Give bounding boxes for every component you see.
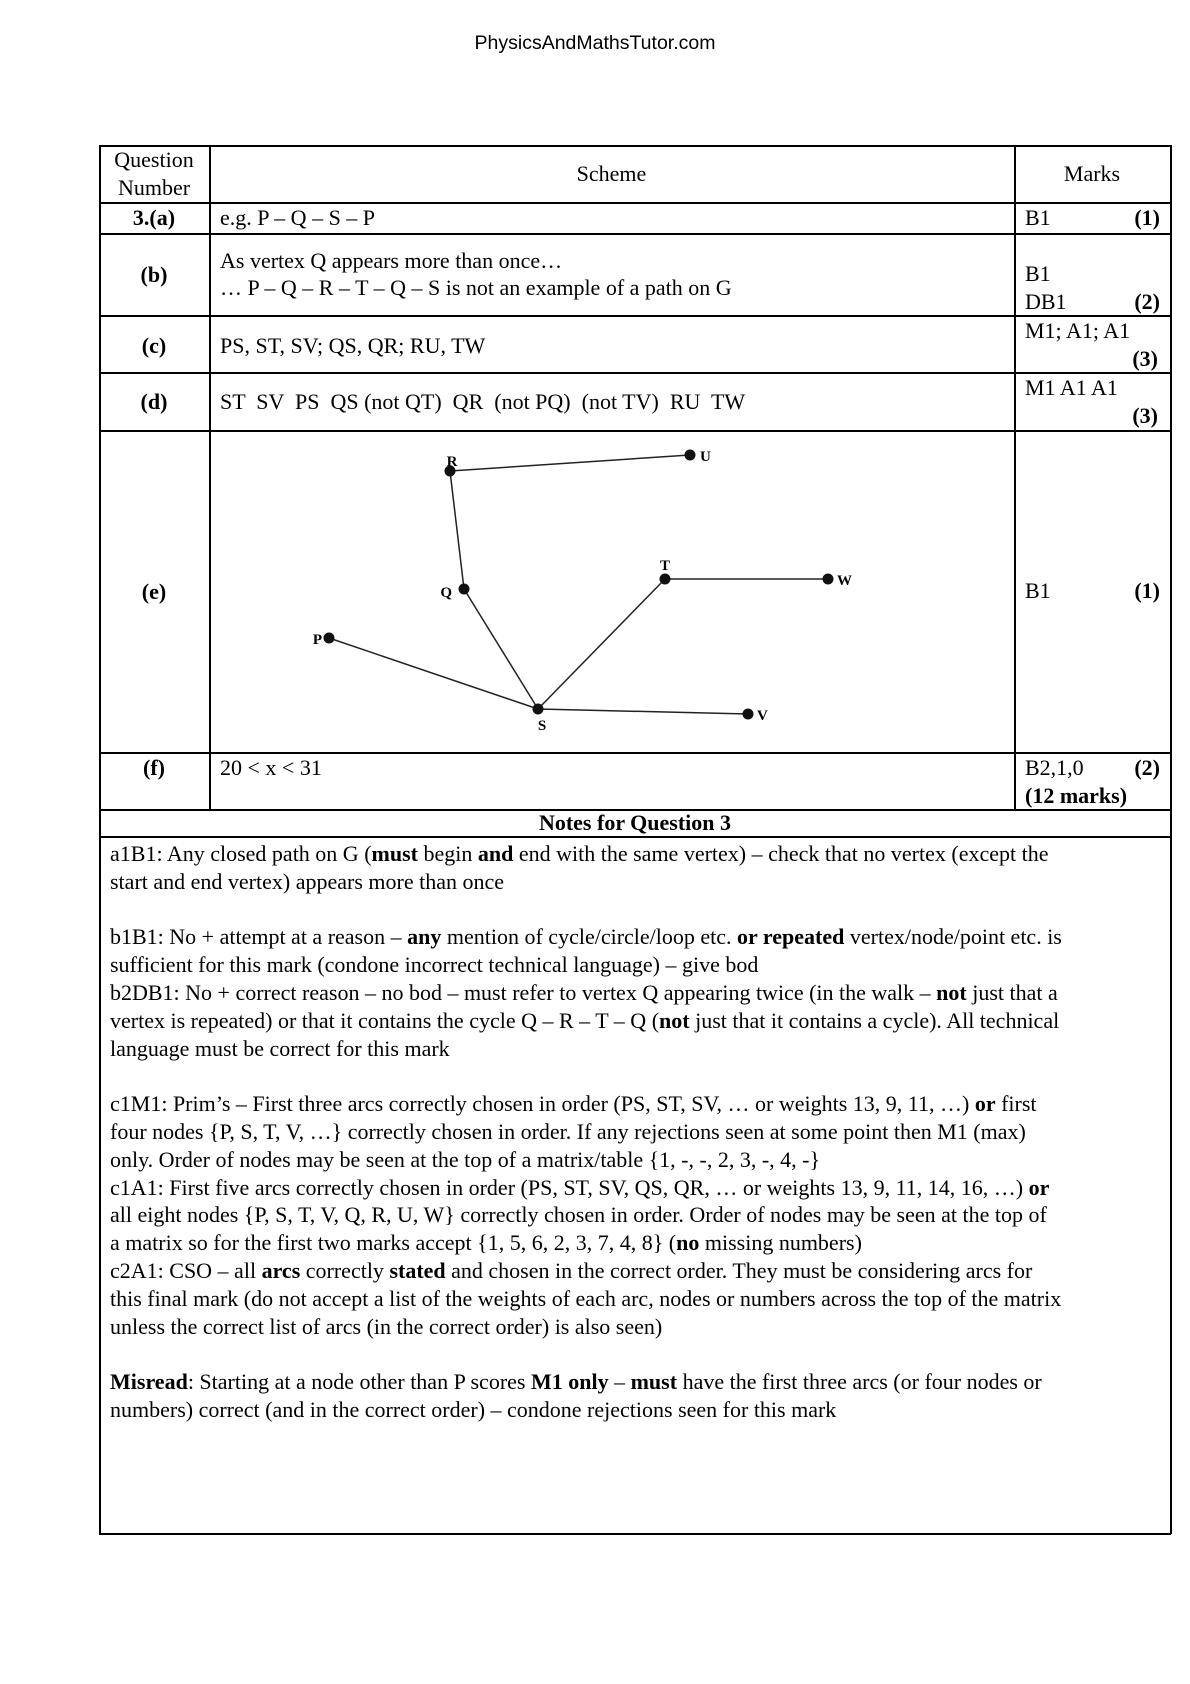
notes-text: unless the correct list of arcs (in the correct order) is also seen) — [110, 1313, 663, 1339]
node-W — [823, 574, 834, 585]
total-3a: (1) — [1134, 205, 1160, 230]
question-label-3c: (c) — [141, 333, 167, 358]
scheme-3f: 20 < x < 31 — [220, 755, 322, 780]
notes-line — [110, 1229, 1062, 1257]
notes-emphasis: no — [676, 1230, 700, 1256]
notes-text: correctly — [300, 1257, 390, 1283]
notes-text: and chosen in the correct order. They must be considering arcs for — [445, 1257, 1033, 1283]
notes-line — [110, 923, 1062, 951]
notes-title: Notes for Question 3 — [538, 810, 732, 835]
notes-text: have the first three arcs (or four nodes or — [677, 1369, 1042, 1395]
question-label-3b: (b) — [140, 262, 168, 287]
node-label-U: U — [700, 449, 711, 465]
question-label-3f: (f) — [143, 755, 165, 780]
notes-text: missing numbers) — [699, 1230, 862, 1256]
notes-text: just that it contains a cycle). All technical — [689, 1007, 1060, 1033]
notes-body — [110, 840, 1062, 1424]
marks-3b-line2: DB1 — [1025, 289, 1067, 314]
edge-QS — [464, 589, 538, 709]
node-P — [324, 633, 335, 644]
scheme-3b-line2: … P – Q – R – T – Q – S is not an example of a path on G — [220, 275, 732, 300]
notes-text: only. Order of nodes may be seen at the top of a matrix/table {1, -, -, 2, 3, -, 4, -} — [110, 1146, 821, 1172]
marks-3b-line1: B1 — [1025, 261, 1051, 286]
notes-text: b1B1: No + attempt at a reason – — [110, 924, 408, 950]
notes-emphasis: not — [659, 1007, 690, 1033]
node-V — [743, 709, 754, 720]
notes-text: first — [995, 1091, 1037, 1117]
notes-text: begin — [417, 841, 478, 866]
notes-emphasis: not — [936, 979, 967, 1005]
marks-3f: B2,1,0 — [1025, 755, 1084, 780]
notes-line — [110, 1007, 1062, 1035]
notes-text: c1A1: First five arcs correctly chosen in order (PS, ST, SV, QS, QR, … or weights 13, 9, 11, 14, 16, …) — [110, 1174, 1029, 1200]
notes-text: vertex is repeated) or that it contains the cycle Q – R – T – Q ( — [110, 1007, 660, 1033]
scheme-3d: ST SV PS QS (not QT) QR (not PQ) (not TV) RU TW — [220, 389, 746, 414]
node-label-W: W — [837, 573, 852, 589]
node-Q — [459, 584, 470, 595]
notes-text: a1B1: Any closed path on G ( — [110, 841, 372, 866]
total-3b: (2) — [1134, 289, 1160, 314]
node-label-Q: Q — [440, 585, 452, 601]
question-label-3d: (d) — [140, 389, 168, 414]
notes-line — [110, 1146, 1062, 1174]
scheme-3c: PS, ST, SV; QS, QR; RU, TW — [220, 333, 486, 358]
notes-line — [110, 1257, 1062, 1285]
edge-RU — [450, 455, 690, 471]
header-question-line1: Question — [114, 147, 194, 172]
notes-text: c2A1: CSO – all — [110, 1257, 262, 1283]
marks-3a: B1 — [1025, 205, 1051, 230]
notes-line — [110, 1396, 1062, 1424]
notes-emphasis: arcs — [261, 1257, 301, 1283]
notes-emphasis: must — [371, 841, 418, 866]
node-U — [685, 450, 696, 461]
notes-line — [110, 1201, 1062, 1229]
notes-text: this final mark (do not accept a list of the weights of each arc, nodes or numbers across the top of the matrix — [110, 1285, 1062, 1311]
notes-text: : Starting at a node other than P scores — [187, 1369, 531, 1395]
node-label-R: R — [446, 454, 458, 470]
page-header: PhysicsAndMathsTutor.com — [474, 32, 716, 54]
notes-text: language must be correct for this mark — [110, 1035, 450, 1061]
notes-text: c1M1: Prim’s – First three arcs correctly chosen in order (PS, ST, SV, … or weights 13, 9, 11, …) — [110, 1091, 975, 1117]
notes-line — [110, 868, 1062, 896]
marks-3c: M1; A1; A1 — [1025, 318, 1131, 343]
notes-text: mention of cycle/circle/loop etc. — [441, 924, 738, 950]
edge-ST — [538, 579, 665, 709]
marks-3d: M1 A1 A1 — [1025, 375, 1118, 400]
notes-line — [110, 1062, 1062, 1090]
notes-line — [110, 1174, 1062, 1202]
notes-line — [110, 1118, 1062, 1146]
notes-line — [110, 1368, 1062, 1396]
node-label-S: S — [537, 718, 547, 734]
notes-text: a matrix so for the first two marks accept {1, 5, 6, 2, 3, 7, 4, 8} ( — [110, 1230, 677, 1256]
question-label-3e: (e) — [141, 579, 167, 604]
notes-text: end with the same vertex) – check that no vertex (except the — [513, 841, 1049, 866]
total-3d: (3) — [1132, 403, 1158, 428]
header-scheme: Scheme — [576, 161, 647, 186]
scheme-3a: e.g. P – Q – S – P — [220, 205, 376, 230]
node-T — [660, 574, 671, 585]
notes-text: all eight nodes {P, S, T, V, Q, R, U, W} correctly chosen in order. Order of nodes may be seen at the top of — [110, 1202, 1047, 1228]
notes-emphasis: stated — [389, 1257, 446, 1283]
notes-line — [110, 1090, 1062, 1118]
notes-line — [110, 1340, 1062, 1368]
notes-text: just that a — [966, 979, 1058, 1005]
notes-emphasis: or repeated — [737, 924, 845, 950]
notes-line — [110, 1313, 1062, 1341]
notes-text: sufficient for this mark (condone incorrect technical language) – give bod — [110, 952, 759, 978]
total-3c: (3) — [1132, 346, 1158, 371]
notes-line — [110, 1285, 1062, 1313]
edge-SV — [538, 709, 748, 714]
total-3f: (2) — [1134, 755, 1160, 780]
total-3e: (1) — [1134, 578, 1160, 603]
notes-line — [110, 1035, 1062, 1063]
notes-line — [110, 896, 1062, 924]
notes-emphasis: M1 only — [530, 1369, 609, 1395]
edge-RQ — [450, 471, 464, 589]
notes-line — [110, 951, 1062, 979]
notes-text: vertex/node/point etc. is — [844, 924, 1062, 950]
notes-emphasis: or — [974, 1091, 996, 1117]
marks-3e: B1 — [1025, 578, 1051, 603]
notes-text: b2DB1: No + correct reason – no bod – must refer to vertex Q appearing twice (in the walk – — [110, 979, 937, 1005]
node-S — [533, 704, 544, 715]
grand-total: (12 marks) — [1025, 783, 1128, 808]
notes-text: numbers) correct (and in the correct order) – condone rejections seen for this mark — [110, 1396, 837, 1422]
edge-PS — [329, 638, 538, 709]
node-label-P: P — [312, 632, 322, 648]
notes-emphasis: must — [630, 1369, 678, 1395]
notes-text: start and end vertex) appears more than once — [110, 868, 504, 894]
notes-emphasis: Misread — [110, 1369, 188, 1395]
notes-text: – — [608, 1369, 631, 1395]
scheme-3b-line1: As vertex Q appears more than once… — [220, 248, 563, 273]
node-label-V: V — [757, 708, 768, 724]
notes-text: four nodes {P, S, T, V, …} correctly chosen in order. If any rejections seen at some point then M1 (max) — [110, 1118, 1026, 1144]
notes-emphasis: any — [407, 924, 442, 950]
header-question-line2: Number — [117, 175, 191, 200]
notes-line — [110, 840, 1062, 868]
notes-emphasis: or — [1028, 1174, 1050, 1200]
question-label-3a: 3.(a) — [132, 205, 176, 230]
notes-line — [110, 979, 1062, 1007]
notes-emphasis: and — [477, 841, 514, 866]
node-label-T: T — [659, 558, 671, 574]
header-marks: Marks — [1063, 161, 1121, 186]
